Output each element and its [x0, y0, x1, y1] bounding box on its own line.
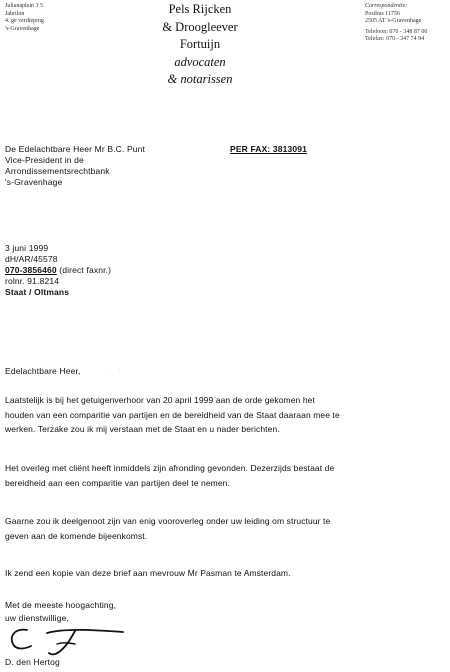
- paragraph-3: [5, 514, 425, 543]
- correspondence-fax: Telefax: 070 - 347 74 94: [365, 36, 425, 42]
- signature-image: [5, 622, 155, 658]
- body-line: Ik zend een kopie van deze brief aan mevrouw Mr Pasman te Amsterdam.: [5, 568, 291, 578]
- firm-name-line: Fortuijn: [179, 37, 221, 51]
- body-line: Het overleg met cliënt heeft inmiddels zijn afronding gevonden. Dezerzijds bestaat de: [5, 463, 335, 473]
- rol-number: rolnr. 91.8214: [5, 276, 60, 286]
- firm-practice-line: & notarissen: [167, 72, 233, 86]
- recipient-line: Vice-President in de: [5, 155, 84, 165]
- correspondence-heading: Correspondentie:: [365, 3, 408, 9]
- salutation: Edelachtbare Heer,: [5, 366, 81, 376]
- office-address: [5, 3, 44, 33]
- body-line: bereidheid aan een comparitie van partijen deel te nemen.: [5, 477, 230, 488]
- correspondence-postbus: Postbus 11756: [365, 10, 400, 17]
- body-line: Laatstelijk is bij het getuigenverhoor van 20 april 1999 aan de orde gekomen het: [5, 395, 315, 405]
- direct-fax-number: 070-3856460: [5, 265, 57, 275]
- firm-letterhead: [130, 1, 270, 89]
- body-line: Gaarne zou ik deelgenoot zijn van enig vooroverleg onder uw leiding om structuur te: [5, 516, 331, 526]
- closing-line: Met de meeste hoogachting,: [5, 600, 117, 610]
- scan-speck: · · ·: [100, 366, 122, 373]
- correspondence-phone: Telefoon: 070 - 348 87 00: [365, 28, 428, 35]
- address-line: 's-Gravenhage: [5, 25, 40, 32]
- address-line: Julianaplein 3 5: [5, 3, 43, 9]
- direct-fax: [5, 265, 111, 276]
- paragraph-4: [5, 566, 425, 581]
- signatory-name: D. den Hertog: [5, 657, 60, 667]
- recipient-line: Arrondissementsrechtbank: [5, 166, 110, 176]
- direct-fax-note: (direct faxnr.): [59, 265, 112, 275]
- recipient-line: 's-Gravenhage: [5, 177, 63, 187]
- recipient-line: De Edelachtbare Heer Mr B.C. Punt: [5, 144, 146, 154]
- letter-date: 3 juni 1999: [5, 243, 49, 253]
- firm-name-line: Pels Rijcken: [168, 2, 232, 16]
- firm-name-line: & Droogleever: [162, 19, 238, 34]
- correspondence-city: 2505 AT 's-Gravenhage: [365, 18, 422, 24]
- closing-line: uw dienstwillige,: [5, 613, 69, 623]
- paragraph-1: [5, 393, 425, 437]
- reference-block: [5, 243, 111, 298]
- firm-practice-line: advocaten: [174, 54, 226, 69]
- address-line: 4. ge verdieping: [5, 18, 44, 24]
- per-fax-label: PER FAX: 3813091: [230, 144, 308, 154]
- address-line: Jabrilon: [5, 10, 25, 17]
- paragraph-2: [5, 461, 425, 490]
- reference-number: dH/AR/45578: [5, 254, 58, 264]
- body-line: werken. Terzake zou ik mij verstaan met de Staat en u nader berichten.: [5, 424, 280, 434]
- recipient-block: [5, 144, 145, 188]
- body-line: geven aan de komende bijeenkomst.: [5, 530, 148, 541]
- body-line: houden van een comparitie van partijen en de bereidheid van de Staat daaraan mee te: [5, 409, 340, 420]
- subject-line: Staat / Oltmans: [5, 287, 70, 297]
- correspondence-block: [365, 3, 450, 44]
